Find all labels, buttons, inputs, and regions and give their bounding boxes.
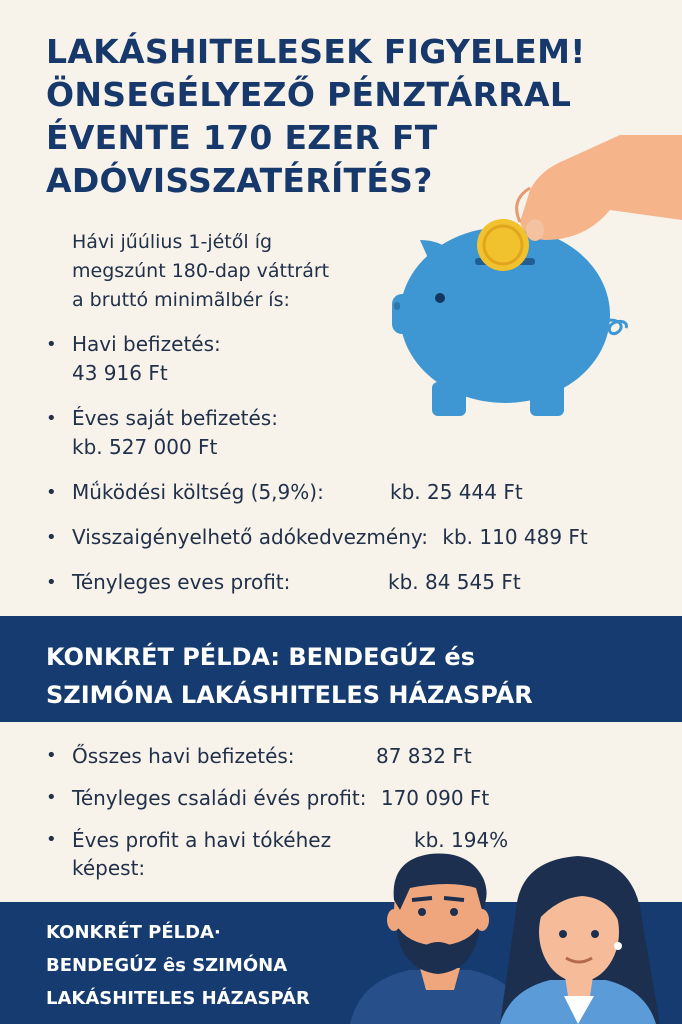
hand-icon [517,135,682,241]
banner-bottom-line-3: LAKÁSHITELES HÁZASPÁR [46,988,310,1009]
list-item: • Éves profit a havi tókéhez kb. 194% képest: [46,828,509,880]
item-value: kb. 25 444 Ft [390,480,523,504]
list-item: • Éves saját befizetés: kb. 527 000 Ft [44,404,588,462]
list-item: • Mǘködési költség (5,9%): kb. 25 444 Ft [44,478,588,507]
item-value: 87 832 Ft [376,744,472,768]
item-value: kb. 84 545 Ft [388,570,521,594]
banner-line-2: SZIMÓNA LAKÁSHITELES HÁZASPÁR [46,681,533,709]
item-label: Ősszes havi befizetés: [72,744,295,768]
item-value: kb. 527 000 Ft [72,435,218,459]
headline-line-4: ADÓVISSZATÉRÍTÉS? [46,161,433,200]
item-label: Éves profit a havi tókéhez [72,828,332,852]
headline-line-2: ÖNSEGÉLYEZŐ PÉNZTÁRRAL [46,75,572,114]
example-banner [0,616,682,722]
banner-line-1: KONKRÉT PÉLDA: BENDEGÚZ és [46,643,475,671]
item-value: 43 916 Ft [72,361,168,385]
intro-line-1: Hávi jűúlius 1-jétől íg [72,231,273,253]
banner-bottom-line-2: BENDEGÚZ ȇs SZIMÓNA [46,955,288,976]
item-label: Tényleges eves profit: [72,570,291,594]
item-label: Tényleges családi évés profit: [72,786,367,810]
man-avatar-icon [350,854,528,1024]
banner-bottom-line-1: KONKRÉT PÉLDA· [46,922,221,943]
list-item: • Visszaigényelhető adókedvezmény: kb. 110 489 Ft [46,525,588,549]
couple-illustration [350,840,682,1024]
intro-line-2: megszúnt 180-dap váttrárt [72,260,330,282]
coin-icon [477,219,529,271]
list-item: • Tényleges eves profit: kb. 84 545 Ft [44,568,588,597]
item-label: Visszaigényelhető adókedvezmény: [72,525,429,549]
woman-avatar-icon [500,856,660,1024]
list-item: • Tényleges családi évés profit: 170 090 Ft [46,786,490,810]
item-value: 170 090 Ft [380,786,490,810]
summary-list [44,330,588,613]
intro-line-3: a bruttó minimãlbér ís: [72,289,290,311]
item-value: kb. 194% [414,828,509,852]
headline-line-3: ÉVENTE 170 EZER FT [46,118,438,157]
intro-text [72,228,392,315]
item-label: Havi befizetés: [72,332,221,356]
item-label: Éves saját befizetés: [72,406,278,430]
item-value: kb. 110 489 Ft [442,525,588,549]
item-label: Mǘködési költség (5,9%): [72,480,324,504]
list-item: • Ősszes havi befizetés: 87 832 Ft [46,744,472,768]
item-label-cont: képest: [72,856,146,880]
list-item: • Havi befizetés: 43 916 Ft [44,330,588,388]
headline-line-1: LAKÁSHITELESEK FIGYELEM! [46,32,586,71]
